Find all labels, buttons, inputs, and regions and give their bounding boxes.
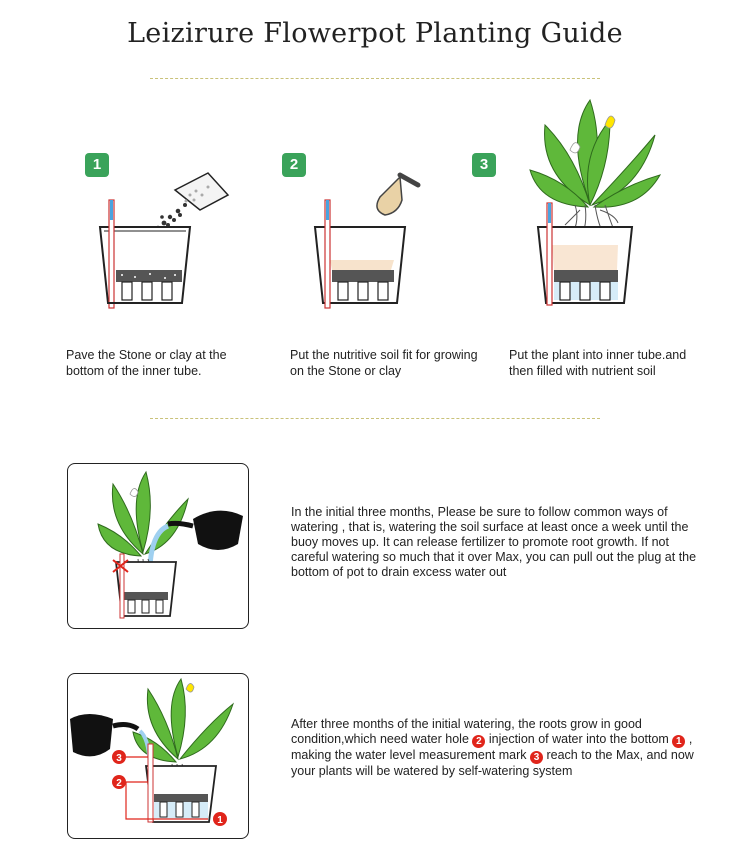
step-2-badge: 2 bbox=[282, 153, 306, 177]
step-2-pot-illustration bbox=[290, 165, 440, 315]
self-watering-illustration bbox=[68, 674, 248, 838]
divider-middle bbox=[150, 418, 600, 419]
step-1-text: Pave the Stone or clay at the bottom of the inner tube. bbox=[66, 348, 227, 378]
step-3-badge: 3 bbox=[472, 153, 496, 177]
initial-watering-illustration bbox=[68, 464, 248, 628]
mark-water-hole: 2 bbox=[472, 735, 485, 748]
diagram-label-1: 1 bbox=[217, 815, 223, 826]
diagram-label-3: 3 bbox=[116, 753, 122, 764]
step-1-pot-illustration bbox=[90, 165, 240, 315]
self-watering-text-part4: reach to the Max, and now your plants will be watered by self-watering system bbox=[291, 748, 694, 778]
step-2-text: Put the nutritive soil fit for growing on the Stone or clay bbox=[290, 348, 478, 378]
divider-top bbox=[150, 78, 600, 79]
step-3-text: Put the plant into inner tube.and then filled with nutrient soil bbox=[509, 348, 687, 378]
self-watering-text-part1: After three months of the initial watering, the roots grow in good condition,which need water hole bbox=[291, 717, 642, 746]
mark-bottom: 1 bbox=[672, 735, 685, 748]
mark-level: 3 bbox=[530, 751, 543, 764]
step-3-pot-illustration bbox=[520, 95, 670, 315]
initial-watering-panel bbox=[67, 463, 249, 629]
self-watering-text-part2: injection of water into the bottom bbox=[488, 732, 669, 746]
self-watering-panel bbox=[67, 673, 249, 839]
initial-watering-text: In the initial three months, Please be sure to follow common ways of watering , that is, watering the soil surface at least once a week until the buoy moves up. It can release fertilizer to promote root growth. If not careful watering so much that it over Max, you can pull out the plug at the bottom of pot to drain excess water out bbox=[291, 505, 697, 579]
page-title: Leizirure Flowerpot Planting Guide bbox=[127, 18, 623, 49]
diagram-label-2: 2 bbox=[116, 778, 122, 789]
self-watering-text-part3: , making the water level measurement mark bbox=[291, 732, 693, 762]
step-1-badge: 1 bbox=[85, 153, 109, 177]
self-watering-text bbox=[291, 717, 711, 779]
